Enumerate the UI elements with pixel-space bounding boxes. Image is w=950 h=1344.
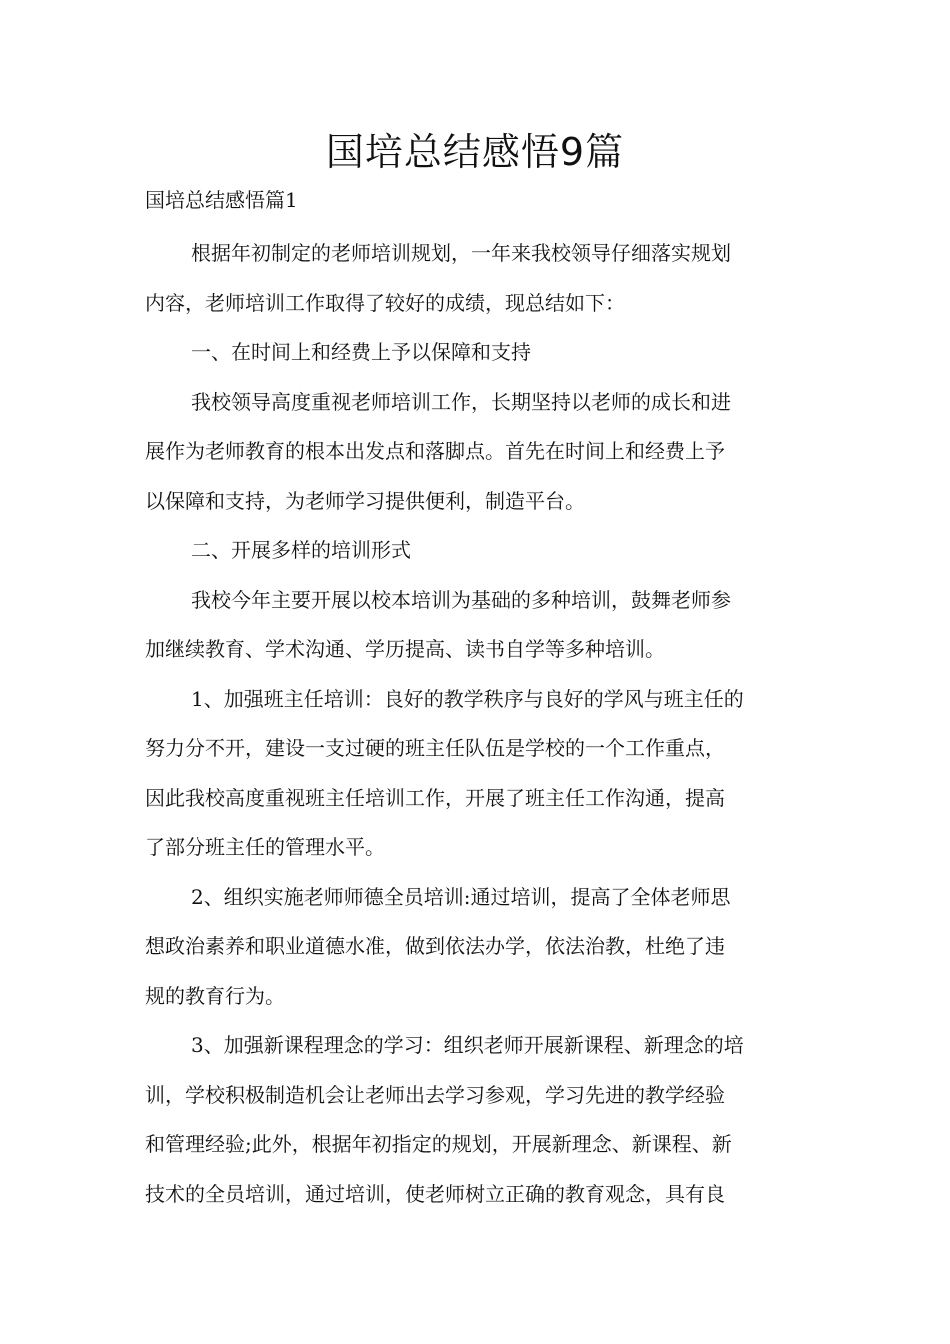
- body-line: 训，学校积极制造机会让老师出去学习参观，学习先进的教学经验: [145, 1082, 725, 1107]
- body-line: 内容，老师培训工作取得了较好的成绩，现总结如下：: [145, 290, 625, 315]
- document-body: [145, 229, 810, 1219]
- body-line: 以保障和支持，为老师学习提供便利，制造平台。: [145, 488, 585, 513]
- body-line: 一、在时间上和经费上予以保障和支持: [191, 340, 531, 364]
- body-line: 技术的全员培训，通过培训，使老师树立正确的教育观念，具有良: [145, 1181, 725, 1206]
- document-title: 国培总结感悟9篇: [325, 130, 625, 174]
- body-line: 我校今年主要开展以校本培训为基础的多种培训，鼓舞老师参: [191, 587, 731, 612]
- body-line: 因此我校高度重视班主任培训工作，开展了班主任工作沟通，提高: [145, 785, 725, 810]
- body-line: 1、加强班主任培训：良好的教学秩序与良好的学风与班主任的: [191, 686, 744, 711]
- body-line: 和管理经验;此外，根据年初指定的规划，开展新理念、新课程、新: [145, 1132, 732, 1156]
- body-line: 根据年初制定的老师培训规划，一年来我校领导仔细落实规划: [191, 241, 731, 265]
- body-line: 二、开展多样的培训形式: [191, 538, 411, 562]
- body-line: 想政治素养和职业道德水准，做到依法办学，依法治教，杜绝了违: [145, 934, 725, 958]
- body-line: 我校领导高度重视老师培训工作，长期坚持以老师的成长和进: [191, 389, 731, 414]
- body-line: 规的教育行为。: [145, 983, 285, 1008]
- body-line: 3、加强新课程理念的学习：组织老师开展新课程、新理念的培: [191, 1033, 744, 1057]
- body-line: 2、组织实施老师师德全员培训:通过培训，提高了全体老师思: [191, 884, 731, 909]
- body-line: 展作为老师教育的根本出发点和落脚点。首先在时间上和经费上予: [145, 439, 725, 463]
- body-line: 加继续教育、学术沟通、学历提高、读书自学等多种培训。: [145, 637, 665, 661]
- section-title: 国培总结感悟篇1: [145, 188, 298, 212]
- body-line: 了部分班主任的管理水平。: [145, 835, 385, 859]
- body-line: 努力分不开，建设一支过硬的班主任队伍是学校的一个工作重点，: [145, 736, 725, 760]
